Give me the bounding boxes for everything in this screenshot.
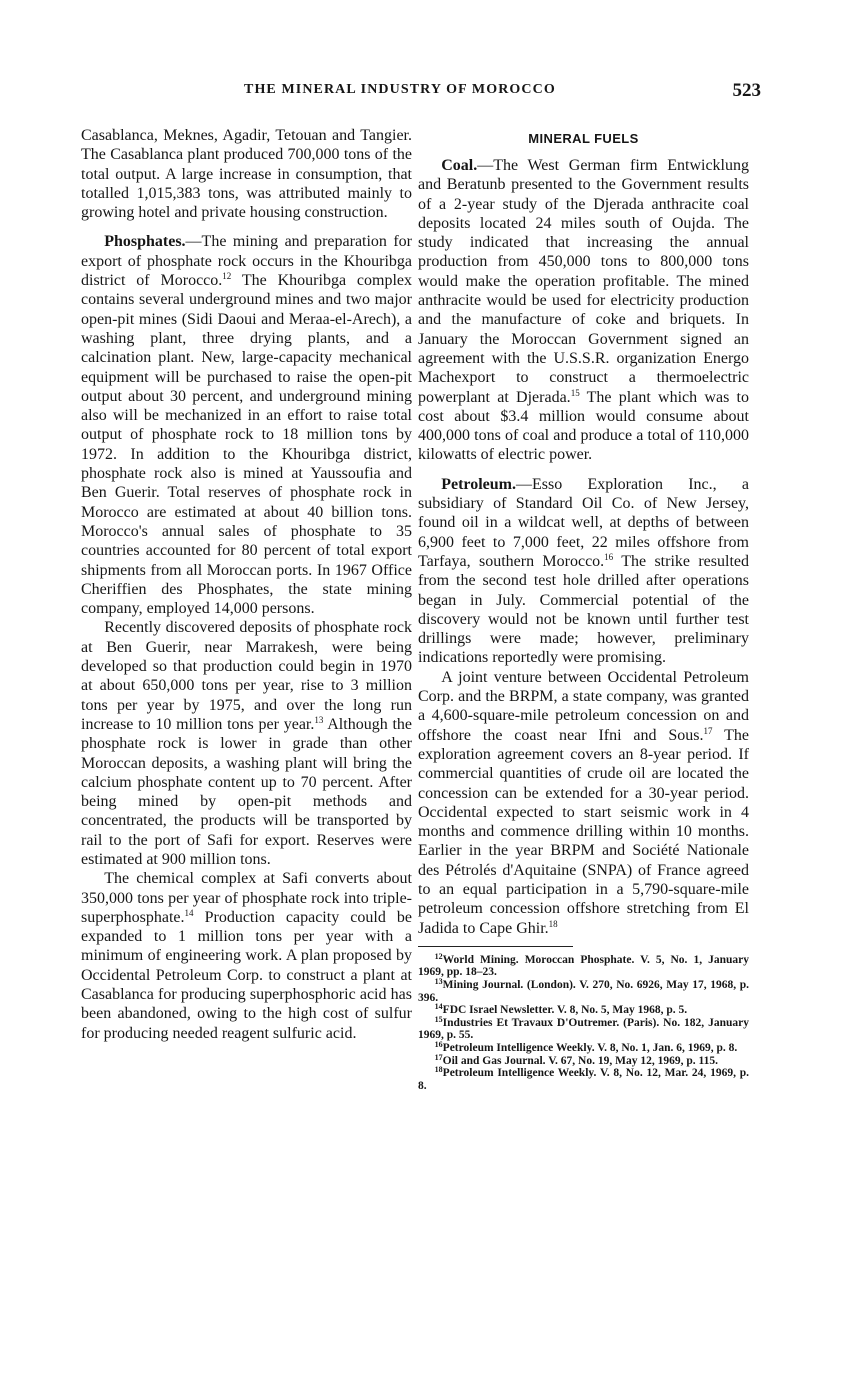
heading-petroleum: Petroleum. — [441, 475, 516, 493]
paragraph-safi — [81, 869, 412, 1043]
footnote-ref-17[interactable]: 17 — [703, 725, 713, 736]
footnote-number: 12 — [434, 951, 443, 961]
footnotes — [418, 951, 749, 1093]
safi-text-1: The chemical complex at Safi converts about 350,000 tons per year of phosphate rock into triple-superphosphate. — [81, 870, 412, 926]
footnote-text: FDC Israel Newsletter. V. 8, No. 5, May 1968, p. 5. — [442, 1004, 688, 1017]
section-heading-mineral-fuels: MINERAL FUELS — [528, 131, 639, 146]
footnote-ref-14[interactable]: 14 — [184, 907, 194, 918]
footnote-divider — [418, 946, 573, 947]
occidental-text-2: The exploration agreement covers an 8-year period. If commercial quantities of crude oil are located the concession can be extended for a 30-year period. Occidental expected to start seismic work in 4 months and commence drilling within 10 months. Earlier in the year BRPM and Société Nationale des Pétrolés d'Aquitaine (SNPA) of France agreed to an equal participation in a 5,790-square-mile petroleum concession offshore stretching from El Jadida to Cape Ghir. — [418, 726, 749, 937]
footnote-ref-13[interactable]: 13 — [314, 714, 324, 725]
ben-guerir-text-1: Recently discovered deposits of phosphate rock at Ben Guerir, near Marrakesh, were being developed so that production could begin in 1970 at about 650,000 tons per year, rise to 3 million tons per year by 1975, and over the long run increase to 10 million tons per year. — [81, 619, 412, 733]
paragraph-petroleum — [418, 475, 749, 668]
footnote-text: Petroleum Intelligence Weekly. V. 8, No. 1, Jan. 6, 1969, p. 8. — [442, 1042, 738, 1055]
footnote-text: World Mining. Moroccan Phosphate. V. 5, No. 1, January 1969, pp. 18–23. — [418, 953, 749, 979]
footnote-text: Mining Journal. (London). V. 270, No. 6926, May 17, 1968, p. 396. — [418, 979, 749, 1004]
paragraph-occidental — [418, 668, 749, 938]
footnote-text: Petroleum Intelligence Weekly. V. 8, No. 12, Mar. 24, 1969, p. 8. — [418, 1067, 749, 1092]
footnote-number: 14 — [434, 1002, 443, 1012]
footnote-number: 18 — [434, 1065, 443, 1075]
footnote-text: Oil and Gas Journal. V. 67, No. 19, May 12, 1969, p. 115. — [442, 1054, 718, 1067]
footnote-number: 15 — [434, 1014, 443, 1024]
left-column — [81, 126, 412, 1043]
coal-text-2: The plant which was to cost about $3.4 million would consume about 400,000 tons of coal and produce a total of 110,000 kilowatts of electric power. — [418, 388, 750, 464]
footnote-13 — [418, 979, 749, 1004]
footnote-14 — [418, 1004, 749, 1017]
footnote-ref-18[interactable]: 18 — [548, 918, 558, 929]
petroleum-text-1: —Esso Exploration Inc., a subsidiary of Standard Oil Co. of New Jersey, found oil in a wildcat well, at depths of between 6,900 feet to 7,000 feet, 22 miles offshore from Tarfaya, southern Morocco. — [418, 475, 749, 570]
footnote-number: 16 — [434, 1040, 443, 1050]
phosphates-text-1: —The mining and preparation for export of phosphate rock occurs in the Khouribga district of Morocco. — [81, 233, 412, 290]
heading-coal: Coal. — [441, 157, 478, 174]
page-number: 523 — [732, 80, 761, 101]
footnote-17 — [418, 1052, 749, 1068]
petroleum-text-2: The strike resulted from the second test hole drilled after operations began in July. Commercial potential of the discovery would not be known until further test drillings were made; however, preliminary indications reportedly were promising. — [418, 552, 749, 667]
footnote-ref-15[interactable]: 15 — [570, 387, 580, 398]
footnote-ref-12[interactable]: 12 — [222, 271, 232, 282]
paragraph-phosphates — [81, 232, 412, 618]
right-column — [418, 126, 749, 1092]
paragraph-coal — [418, 156, 749, 465]
footnote-12 — [418, 951, 749, 979]
occidental-text-1: A joint venture between Occidental Petroleum Corp. and the BRPM, a state company, was granted a 4,600-square-mile petroleum concession on and offshore the coast near Ifni and Sous. — [418, 668, 749, 744]
footnote-number: 13 — [434, 977, 443, 987]
paragraph-cement-continued: Casablanca, Meknes, Agadir, Tetouan and Tangier. The Casablanca plant produced 700,000 tons of the total output. A large increase in consumption, that totalled 1,015,383 tons, was attributed mainly to growing hotel and private housing construction. — [81, 127, 412, 222]
ben-guerir-text-2: Although the phosphate rock is lower in grade than other Moroccan deposits, a washing plant will bring the calcium phosphate content up to 70 percent. After being mined by open-pit methods and concentrated, the products will be transported by rail to the port of Safi for export. Reserves were estimated at 900 million tons. — [81, 715, 412, 868]
heading-phosphates: Phosphates. — [104, 233, 186, 251]
footnote-number: 17 — [434, 1052, 443, 1062]
coal-text-1: —The West German firm Entwicklung and Beratunb presented to the Government results of a 2-year study of the Djerada anthracite coal deposits located 24 miles south of Oujda. The study indicated that increasing the annual production from 450,000 tons to 800,000 tons would make the operation profitable. The mined anthracite would be used for electricity production and the manufacture of coke and briquets. In January the Moroccan Government signed an agreement with the U.S.S.R. organization Energo Machexport to construct a thermoelectric powerplant at Djerada. — [418, 157, 749, 406]
footnote-ref-16[interactable]: 16 — [604, 551, 614, 562]
running-title: THE MINERAL INDUSTRY OF MOROCCO — [244, 82, 556, 97]
footnote-text: Industries Et Travaux D'Outremer. (Paris). No. 182, January 1969, p. 55. — [418, 1016, 749, 1042]
footnote-18 — [418, 1067, 749, 1092]
footnote-16 — [418, 1042, 749, 1055]
safi-text-2: Production capacity could be expanded to 1 million tons per year with a minimum of engineering work. A plan proposed by Occidental Petroleum Corp. to construct a plant at Casablanca for producing superphosphoric acid has been abandoned, owing to the high cost of sulfur for producing needed reagent sulfuric acid. — [81, 908, 412, 1042]
footnote-15 — [418, 1014, 749, 1042]
paragraph-ben-guerir — [81, 618, 412, 869]
phosphates-text-2: The Khouribga complex contains several underground mines and two major open-pit mines (Sidi Daoui and Meraa-el-Arech), a washing plant, three drying plants, and a calcination plant. New, large-capacity mechanical equipment will be purchased to raise the open-pit output about 30 percent, and underground mining also will be mechanized in an effort to raise total output of phosphate rock to 18 million tons by 1972. In addition to the Khouribga district, phosphate rock also is mined at Yaussoufia and Ben Guerir. Total reserves of phosphate rock in Morocco are estimated at about 40 billion tons. Morocco's annual sales of phosphate to 35 countries accounted for 80 percent of total export shipments from all Moroccan ports. In 1967 Office Cheriffien des Phosphates, the state mining company, employed 14,000 persons. — [81, 272, 413, 618]
